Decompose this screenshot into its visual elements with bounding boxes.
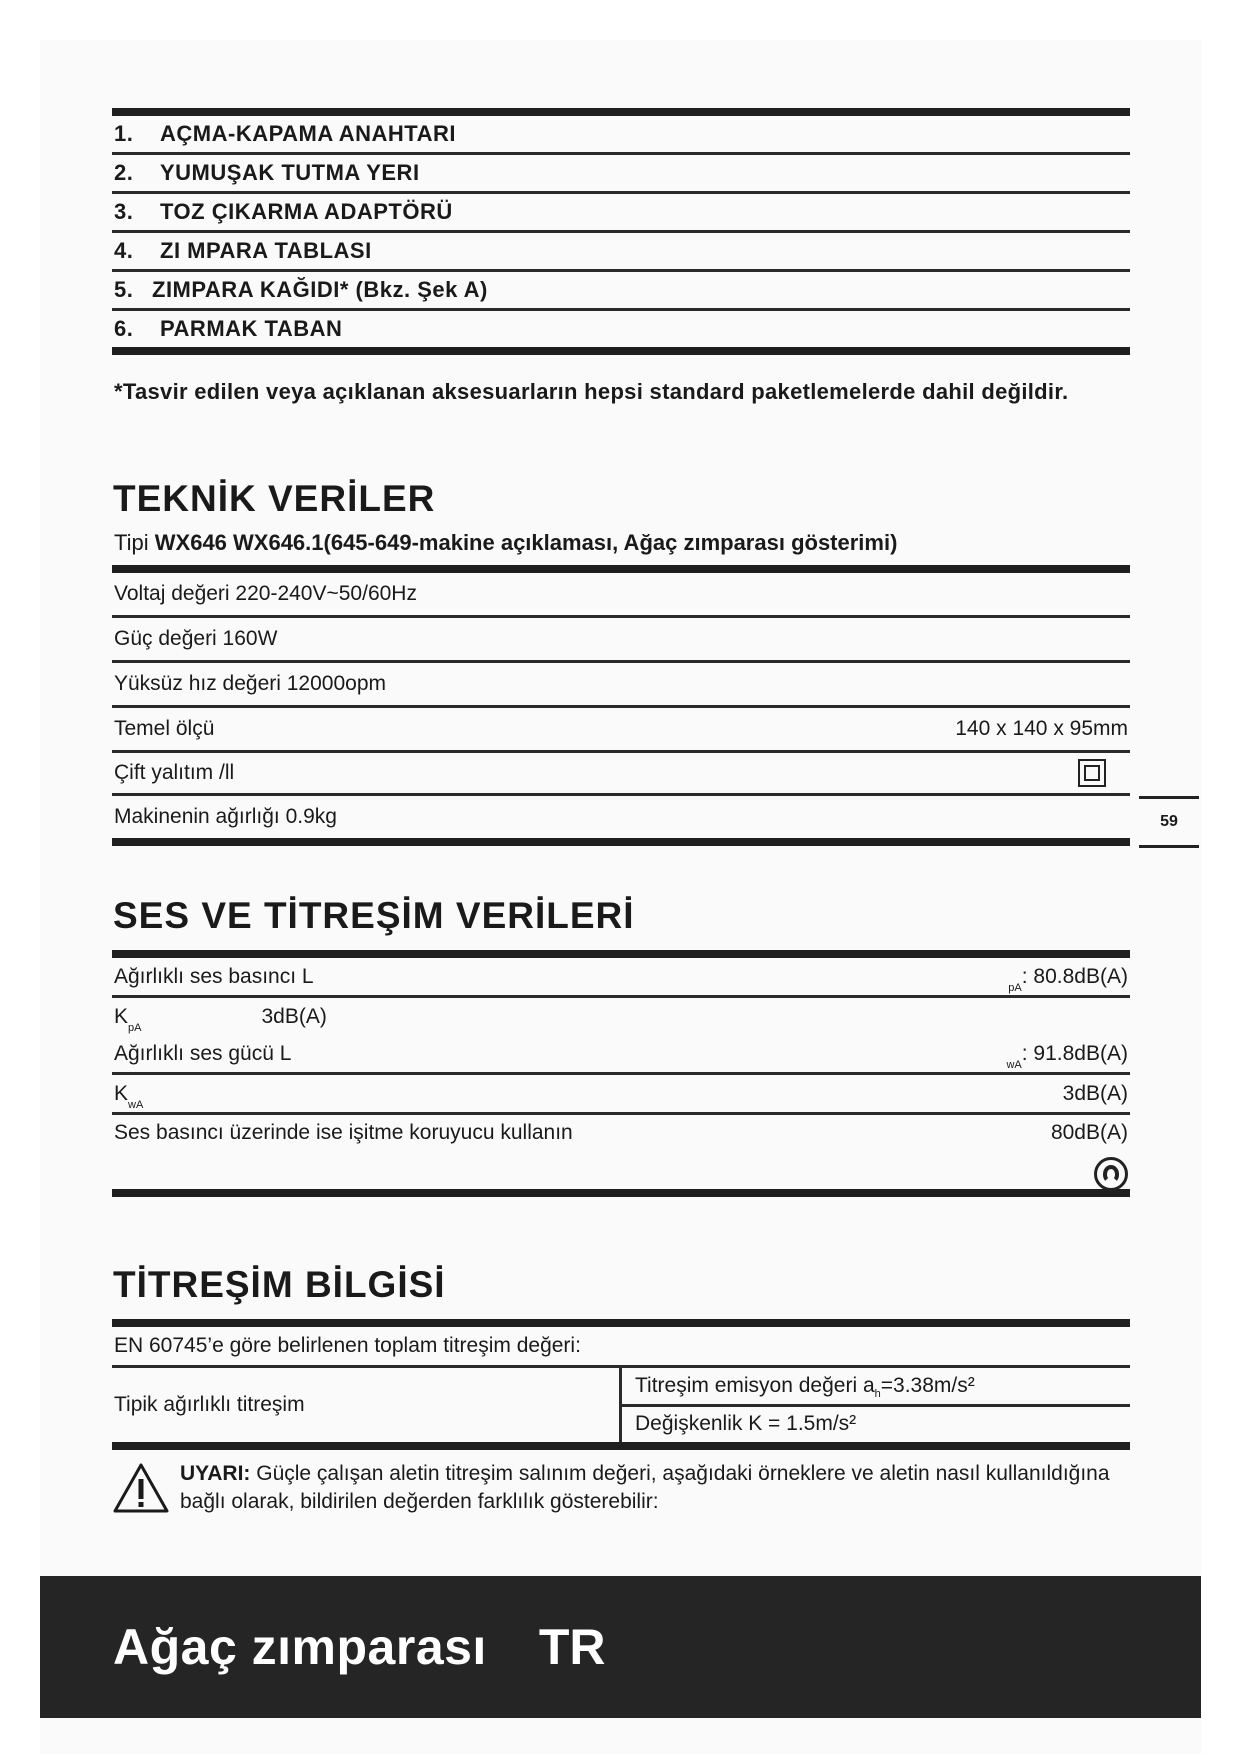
divider — [112, 108, 1130, 116]
divider — [112, 347, 1130, 355]
divider — [112, 1189, 1130, 1197]
sound-row — [112, 958, 1130, 995]
value-text: : 91.8dB(A) — [1021, 1041, 1128, 1065]
part-label: ZI MPARA TABLASI — [160, 238, 372, 263]
spec-label: Güç değeri 160W — [114, 627, 278, 650]
footer-title: Ağaç zımparası — [113, 1619, 487, 1675]
sound-pressure-label: Ağırlıklı ses basıncı L — [114, 964, 314, 988]
warning-icon — [112, 1462, 170, 1514]
kpa-value: 3dB(A) — [261, 1004, 327, 1028]
type-value: WX646 WX646.1(645-649-makine açıklaması, Ağaç zımparası gösterimi) — [154, 530, 898, 555]
page-number: 59 — [1139, 796, 1199, 848]
part-row — [112, 155, 1130, 191]
subscript: wA — [1006, 1058, 1022, 1071]
emission-text: Titreşim emisyon değeri a — [635, 1373, 875, 1397]
variance-value: Değişkenlik K = 1.5m/s² — [635, 1412, 857, 1436]
part-number: 6. — [114, 316, 134, 341]
ear-protection-icon — [1094, 1157, 1128, 1191]
part-label: TOZ ÇIKARMA ADAPTÖRÜ — [160, 199, 453, 224]
sound-power-value — [1006, 1041, 1128, 1071]
part-number: 3. — [114, 199, 134, 224]
spec-row — [112, 796, 1130, 838]
part-row — [112, 311, 1130, 347]
subscript: h — [874, 1387, 881, 1400]
warning-label: UYARI: — [180, 1462, 251, 1485]
sound-pressure-value — [1008, 964, 1128, 994]
part-label: ZIMPARA KAĞIDI* (Bkz. Şek A) — [152, 277, 488, 302]
divider — [112, 565, 1130, 573]
part-number: 4. — [114, 238, 134, 263]
subscript: wA — [128, 1098, 144, 1111]
part-row — [112, 116, 1130, 152]
divider — [112, 950, 1130, 958]
hearing-protection-value: 80dB(A) — [1050, 1121, 1128, 1144]
accessories-note: *Tasvir edilen veya açıklanan aksesuarların hepsi standard paketlemelerde dahil değildir. — [114, 379, 1069, 404]
part-row — [112, 272, 1130, 308]
spec-label: Voltaj değeri 220-240V~50/60Hz — [114, 582, 417, 605]
tech-heading: TEKNİK VERİLER — [113, 478, 436, 519]
sound-table — [112, 950, 1130, 1197]
kpa-label — [114, 1004, 142, 1034]
tech-table — [112, 565, 1130, 846]
parts-list — [112, 108, 1130, 355]
spec-value: 140 x 140 x 95mm — [955, 717, 1128, 740]
emission-value-text: =3.38m/s² — [880, 1373, 975, 1397]
spec-label: Yüksüz hız değeri 12000opm — [114, 672, 387, 695]
emission-value — [622, 1368, 1130, 1407]
sound-row — [112, 1115, 1130, 1189]
double-insulation-icon — [1078, 759, 1106, 787]
kwa-label — [114, 1081, 144, 1111]
spec-label: Temel ölçü — [114, 717, 215, 740]
part-row — [112, 194, 1130, 230]
vibration-values — [622, 1368, 1130, 1442]
vibration-table — [112, 1319, 1130, 1450]
type-line — [114, 530, 897, 556]
warning-block — [112, 1460, 1130, 1516]
vibration-body — [112, 1368, 1130, 1442]
sound-power-label: Ağırlıklı ses gücü L — [114, 1041, 292, 1065]
spec-label: Çift yalıtım /ll — [114, 761, 235, 784]
part-label: PARMAK TABAN — [160, 316, 343, 341]
part-number: 2. — [114, 160, 134, 185]
subscript: pA — [128, 1021, 142, 1034]
value-text: : 80.8dB(A) — [1021, 964, 1128, 988]
part-row — [112, 233, 1130, 269]
spec-row — [112, 708, 1130, 750]
sound-row — [112, 998, 1130, 1035]
divider — [112, 1319, 1130, 1327]
warning-text — [180, 1460, 1130, 1516]
kpa-main: K — [114, 1004, 129, 1028]
sound-heading: SES VE TİTREŞİM VERİLERİ — [113, 895, 635, 936]
kwa-value: 3dB(A) — [1062, 1081, 1128, 1105]
part-label: AÇMA-KAPAMA ANAHTARI — [160, 121, 456, 146]
vibration-intro: EN 60745’e göre belirlenen toplam titreşim değeri: — [114, 1334, 581, 1357]
kwa-main: K — [114, 1081, 129, 1105]
spec-row — [112, 663, 1130, 705]
vibration-heading: TİTREŞİM BİLGİSİ — [113, 1264, 446, 1305]
part-label: YUMUŞAK TUTMA YERI — [160, 160, 420, 185]
sound-row — [112, 1035, 1130, 1072]
divider — [112, 1442, 1130, 1450]
spec-label: Makinenin ağırlığı 0.9kg — [114, 805, 337, 828]
footer-band — [40, 1576, 1201, 1718]
type-prefix: Tipi — [114, 530, 149, 555]
vibration-left-label: Tipik ağırlıklı titreşim — [112, 1368, 622, 1442]
spec-row — [112, 753, 1130, 793]
language-code: TR — [538, 1619, 606, 1675]
part-number: 1. — [114, 121, 134, 146]
spec-row — [112, 618, 1130, 660]
hearing-protection-label: Ses basıncı üzerinde ise işitme koruyucu kullanın — [114, 1121, 573, 1144]
part-number: 5. — [114, 277, 134, 302]
sound-row — [112, 1075, 1130, 1112]
subscript: pA — [1008, 981, 1022, 994]
divider — [112, 838, 1130, 846]
warning-body: Güçle çalışan aletin titreşim salınım değeri, aşağıdaki örneklere ve aletin nasıl kullanıldığına bağlı olarak, bildirilen değerden farklılık gösterebilir: — [180, 1462, 1110, 1513]
spec-row — [112, 573, 1130, 615]
